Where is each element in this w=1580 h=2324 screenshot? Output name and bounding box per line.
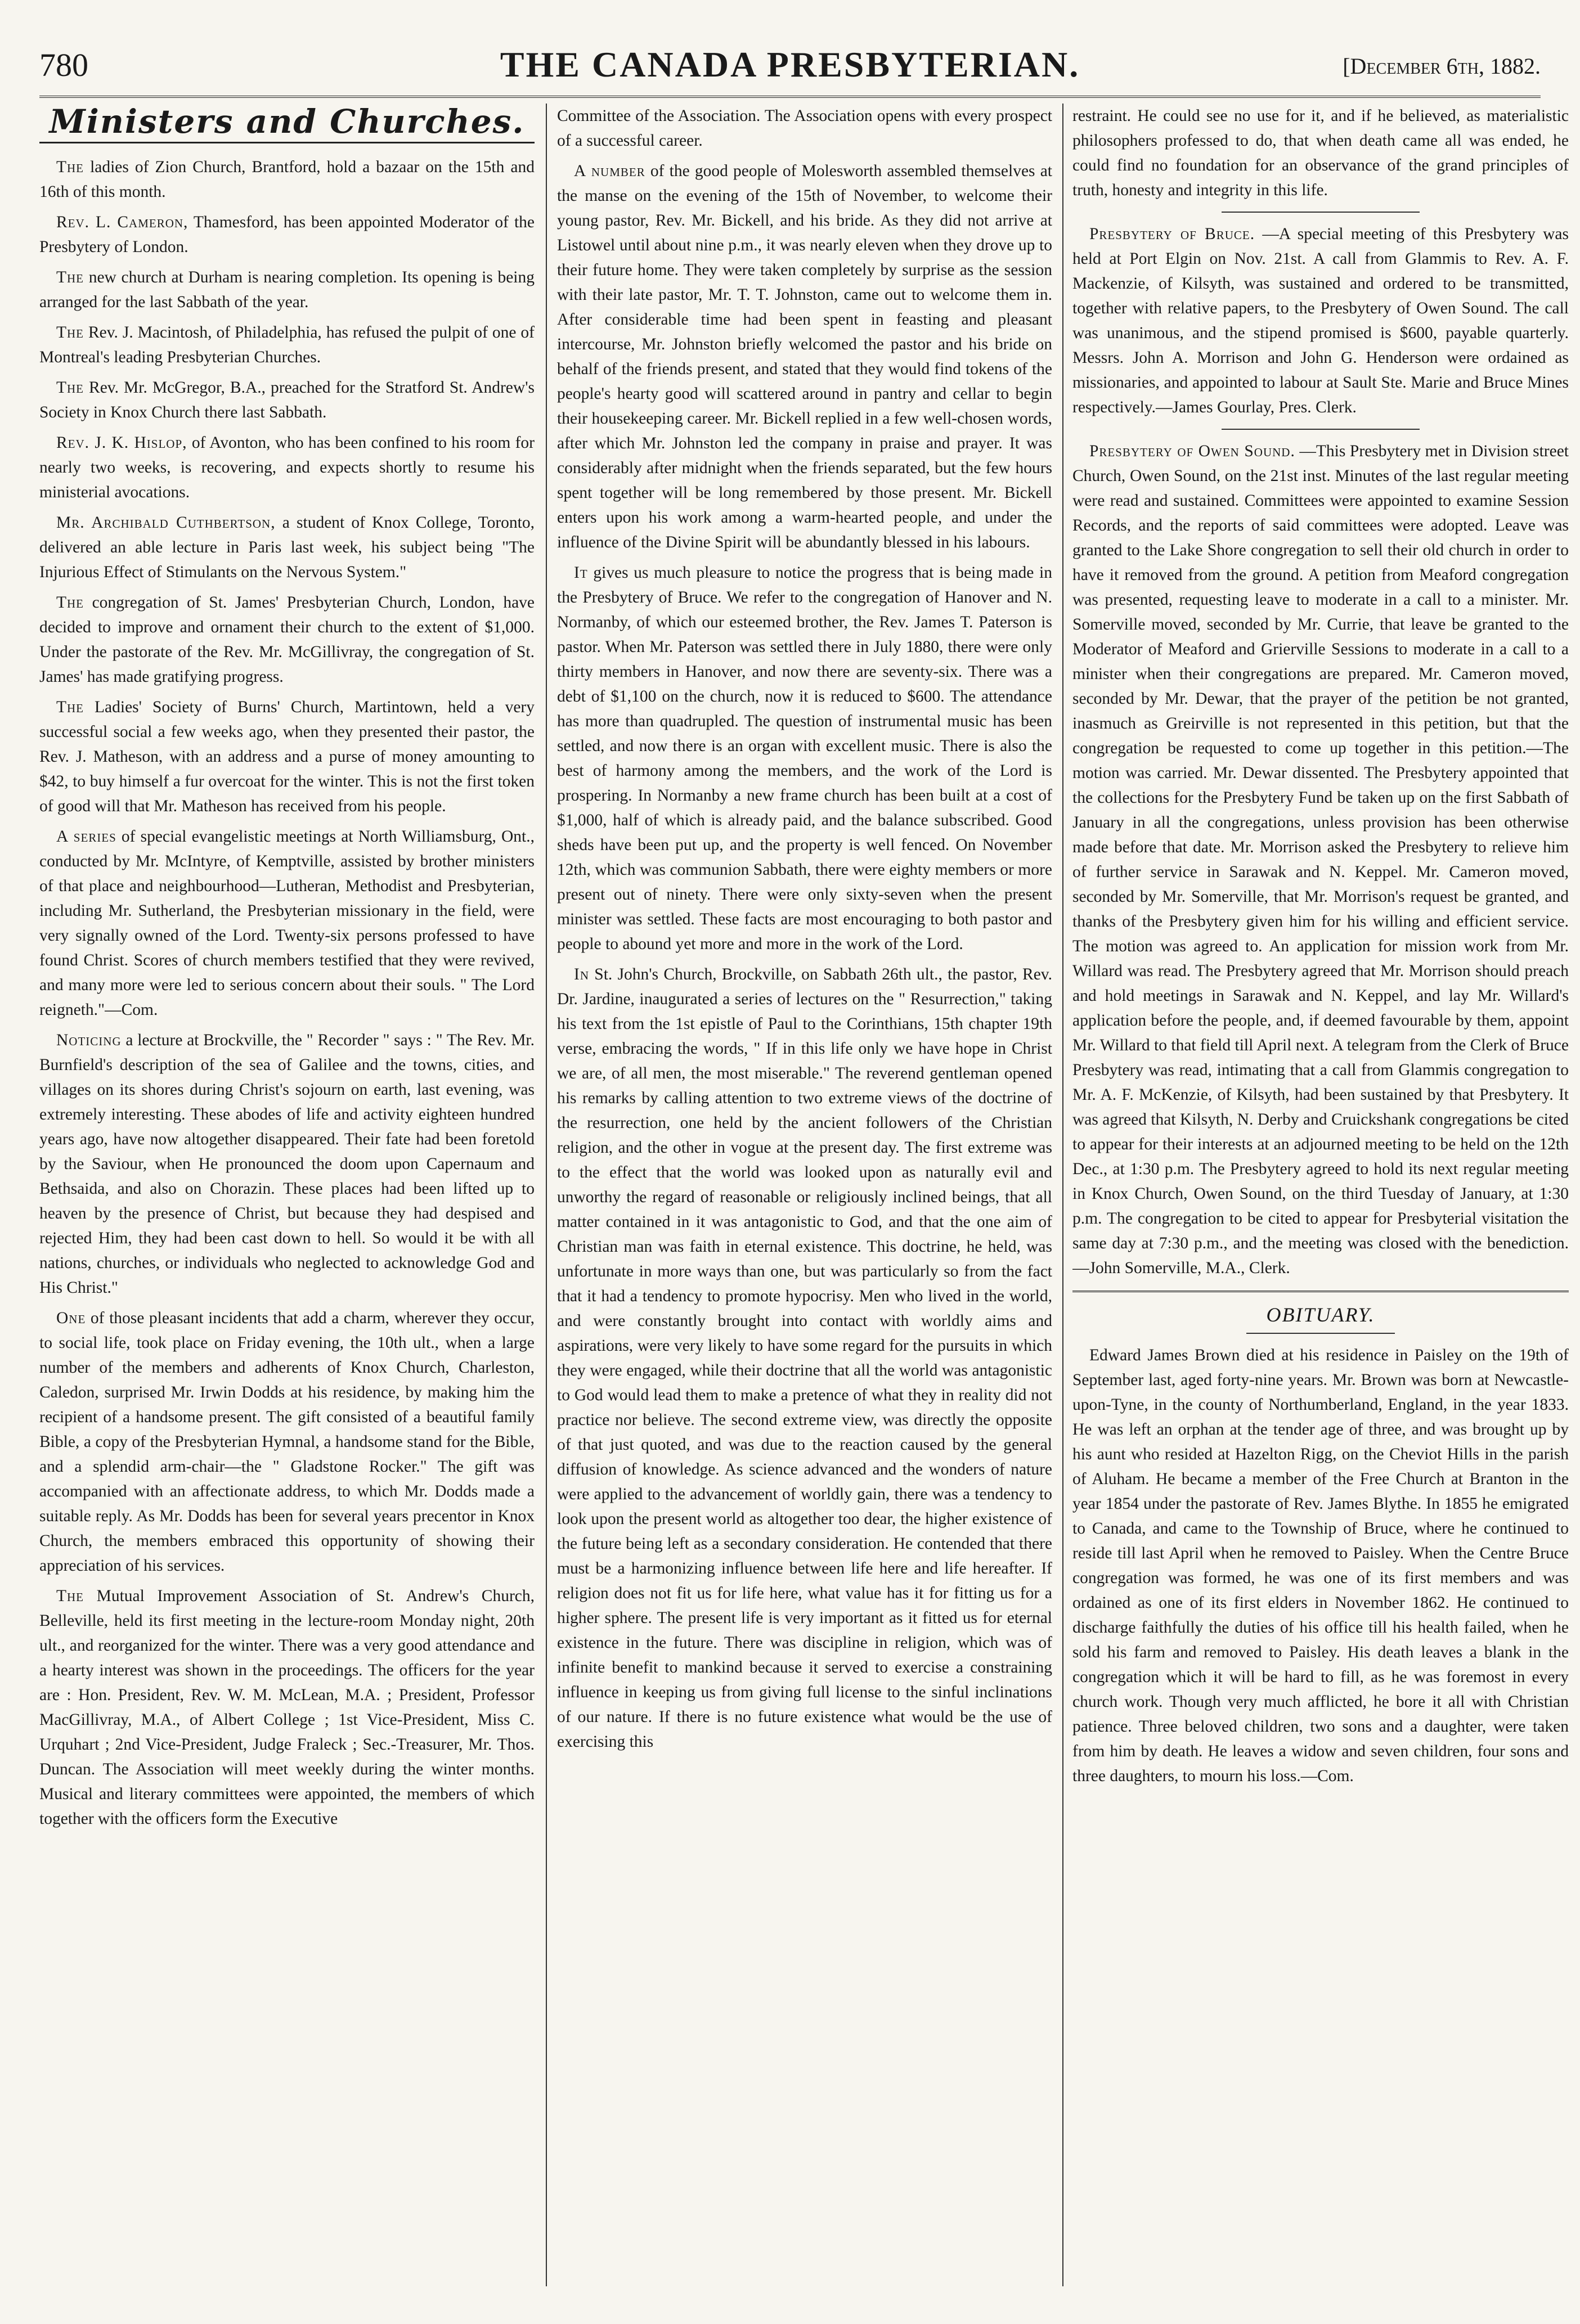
column-rule [546,104,547,2286]
news-item-text: congregation of St. James' Presbyterian Church, London, have decided to improve and ornament their church to the extent of $1,000. Under the pastorate of the Rev. Mr. McGillivray, the congregation of St. James' has made gratifying progress. [39,594,535,686]
news-item-text: Rev. J. Macintosh, of Philadelphia, has refused the pulpit of one of Montreal's leading Presbyterian Churches. [39,323,535,366]
news-item-lead: The [56,698,84,716]
news-item [39,590,535,689]
column-3 [1072,104,1569,2298]
news-item-text: Ladies' Society of Burns' Church, Martintown, held a very successful social a few weeks ago, when they presented their pastor, the Rev. J. Matheson, with an address and a purse of money amounting to $42, to buy himself a fur overcoat for the winter. This is not the first token of good will that Mr. Matheson has received from his people. [39,698,535,815]
news-item-lead: Noticing [56,1031,122,1049]
news-item-lead: Rev. L. Cameron, [56,213,188,231]
news-item [1072,104,1569,203]
news-item-lead: One [56,1309,86,1327]
news-item-lead: The [56,268,84,286]
news-item-text: ladies of Zion Church, Brantford, hold a bazaar on the 15th and 16th of this month. [39,158,535,201]
obituary-heading: OBITUARY. [1072,1291,1569,1327]
news-item-text: restraint. He could see no use for it, and if he believed, as materialistic philosophers professed to do, that when death came all was ended, he could find no foundation for an observance of the grand principles of truth, honesty and integrity in this life. [1072,107,1569,199]
obituary-rule [1246,1333,1395,1334]
news-item-text: —This Presbytery met in Division street Church, Owen Sound, on the 21st inst. Minutes of the last regular meeting were read and sustained. Committees were appointed to examine Session Records, and the reports of said committees were adopted. Leave was granted to the Lake Shore congregation to sell their old church in order to have it removed from the ground. A petition from Meaford congregation was presented, requesting leave to moderate in a call to a minister. Mr. Somerville moved, seconded by Mr. Currie, that leave be granted to the Moderator of Meaford and Grierville Sessions to moderate in a call to a minister when their congregations are prepared. Mr. Cameron moved, seconded by Mr. Dewar, that the prayer of the petition be not granted, inasmuch as Greirville is not represented in this petition, but that the congregation be requested to come up together in this petition.—The motion was carried. Mr. Dewar dissented. The Presbytery appointed that the collections for the Presbytery Fund be taken up on the first Sabbath of January in all the congregations, unless provision has been otherwise made before that date. Mr. Morrison asked the Presbytery to relieve him of further service in Sarawak and N. Keppel. Mr. Cameron moved, seconded by Mr. Somerville, that Mr. Morrison's request be granted, and thanks of the Presbytery given him for his willing and efficient service. The motion was agreed to. An application for mission work from Mr. Willard was read. The Presbytery agreed that Mr. Morrison should preach and hold meetings in Sarawak and N. Keppel, and lay Mr. Willard's application before the people, and, if deemed favourable by them, appoint Mr. Willard to that field till April next. A telegram from the Clerk of Bruce Presbytery was read, intimating that a call from Glammis congregation to Mr. A. F. McKenzie, of Kilsyth, had been sustained by that Presbytery. It was agreed that Kilsyth, N. Derby and Cruickshank congregations be cited to appear for their interests at an adjourned meeting to be held on the 12th Dec., at 1:30 p.m. The Presbytery agreed to hold its next regular meeting in Knox Church, Owen Sound, on the third Tuesday of January, at 1:30 p.m. The congregation to be cited to appear for Presbyterial visitation the same day at 7:30 p.m., and the meeting was closed with the benediction. —John Somerville, M.A., Clerk. [1072,442,1569,1277]
section-heading: Ministers and Churches. [39,106,535,143]
page-number: 780 [39,47,88,83]
news-item-lead: Mr. Archibald Cuthbertson, [56,514,276,532]
news-item-lead: It [574,564,588,582]
news-item [39,1028,535,1300]
news-item [39,320,535,370]
news-item-lead: A series [56,828,116,846]
news-item-lead: The [56,379,84,397]
news-item-text: new church at Durham is nearing completion. Its opening is being arranged for the last Sabbath of the year. [39,268,535,311]
news-item-lead: A number [574,162,645,180]
news-item [39,1306,535,1578]
news-item [39,510,535,585]
item-divider [1222,429,1420,430]
obituary-text: Edward James Brown died at his residence in Paisley on the 19th of September last, aged forty-nine years. Mr. Brown was born at Newcastle-upon-Tyne, in the county of Northumberland, England, in the year 1833. He was left an orphan at the tender age of three, and was brought up by his aunt who resided at Hazelton Rigg, on the Cheviot Hills in the parish of Aluham. He became a member of the Free Church at Branton in the year 1854 under the pastorate of Rev. James Blythe. In 1855 he emigrated to Canada, and came to the Township of Bruce, where he continued to reside till last April when he removed to Paisley. When the Centre Bruce congregation was formed, he was one of its first members and was ordained as one of its first elders in November 1862. He continued to discharge faithfully the duties of his office till his health failed, when he sold his farm and removed to Paisley. His death leaves a blank in the congregation which it will be hard to fill, as he was foremost in every church work. Though very much afflicted, he bore it all with Christian patience. Three beloved children, two sons and a daughter, were taken from him by death. He leaves a widow and seven children, four sons and three daughters, to mourn his loss.—Com. [1072,1346,1569,1785]
news-item-text: Mutual Improvement Association of St. Andrew's Church, Belleville, held its first meeting in the lecture-room Monday night, 20th ult., and reorganized for the winter. There was a very good attendance and a hearty interest was shown in the proceedings. The officers for the year are : Hon. President, Rev. W. M. McLean, M.A. ; President, Professor MacGillivray, M.A., of Albert College ; 1st Vice-President, Miss C. Urquhart ; 2nd Vice-President, Judge Fraleck ; Sec.-Treasurer, Mr. Thos. Duncan. The Association will meet weekly during the winter months. Musical and literary committees were appointed, the members of which together with the officers form the Executive [39,1587,535,1828]
news-item-lead: The [56,594,84,612]
news-item [39,824,535,1022]
news-item-text: a lecture at Brockville, the " Recorder " says : " The Rev. Mr. Burnfield's description of the sea of Galilee and the towns, cities, and villages on its shores during Christ's sojourn on earth, last evening, was extremely interesting. These abodes of life and activity eighteen hundred years ago, have now altogether disappeared. Their fate had been foretold by the Saviour, when He pronounced the doom upon Capernaum and Bethsaida, and also on Chorazin. These places had been lifted up to heaven by the presence of Christ, but because they had despised and rejected Him, they had been cast down to hell. So would it be with all nations, churches, or individuals who neglected to acknowledge God and His Christ." [39,1031,535,1297]
news-item [39,430,535,505]
column-rule [1062,104,1063,2286]
news-item [39,375,535,425]
news-item-text: —A special meeting of this Presbytery was held at Port Elgin on Nov. 21st. A call from Glammis to Rev. A. F. Mackenzie, of Kilsyth, was sustained and ordered to be transmitted, together with relative papers, to the Presbytery of Owen Sound. The call was unanimous, and the stipend promised is $600, payable quarterly. Messrs. John A. Morrison and John G. Henderson were ordained as missionaries, and appointed to labour at Sault Ste. Marie and Bruce Mines respectively.—James Gourlay, Pres. Clerk. [1072,225,1569,416]
news-item-text: Thamesford, has been appointed Moderator of the Presbytery of London. [39,213,535,256]
news-item-text: gives us much pleasure to notice the progress that is being made in the Presbytery of Bruce. We refer to the congregation of Hanover and N. Normanby, of which our esteemed brother, the Rev. James T. Paterson is pastor. When Mr. Paterson was settled there in July 1880, there were only thirty members in Hanover, and now there are seventy-six. There was a debt of $1,100 on the church, now it is reduced to $600. The attendance has more than quadrupled. The question of instrumental music has been settled, and now there is an organ with excellent music. There is also the best of harmony among the members, and the work of the Lord is prospering. In Normanby a new frame church has been built at a cost of $1,000, half of which is already paid, and the balance subscribed. Good sheds have been put up, and the property is well fenced. On November 12th, which was communion Sabbath, there were eighty members or more present out of ninety. There were only sixty-seven when the present minister was settled. These facts are most encouraging to both pastor and people to abound yet more and more in the work of the Lord. [557,564,1052,953]
column-1-body [39,155,535,1831]
news-item-text: of those pleasant incidents that add a charm, wherever they occur, to social life, took place on Friday evening, the 10th ult., when a large number of the members and adherents of Knox Church, Charleston, Caledon, surprised Mr. Irwin Dodds at his residence, by making him the recipient of a handsome present. The gift consisted of a beautiful family Bible, a copy of the Presbyterian Hymnal, a handsome stand for the Bible, and a splendid arm-chair—the " Gladstone Rocker." The gift was accompanied with an affectionate address, to which Mr. Dodds made a suitable reply. As Mr. Dodds has been for several years precentor in Knox Church, the members embraced this opportunity of showing their appreciation of his services. [39,1309,535,1575]
news-item-text: a student of Knox College, Toronto, delivered an able lecture in Paris last week, his subject being "The Injurious Effect of Stimulants on the Nervous System." [39,514,535,581]
news-item-text: of special evangelistic meetings at North Williamsburg, Ont., conducted by Mr. McIntyre, of Kemptville, assisted by brother ministers of that place and neighbourhood—Lutheran, Methodist and Presbyterian, including Mr. Sutherland, the Presbyterian missionary in the field, were very signally owned of the Lord. Twenty-six persons professed to have found Christ. Scores of church members testified that they were revived, and many more were led to serious concern about their souls. " The Lord reigneth."—Com. [39,828,535,1019]
news-item [557,962,1052,1754]
news-item-lead: Presbytery of Owen Sound. [1089,442,1295,460]
news-item-text: St. John's Church, Brockville, on Sabbath 26th ult., the pastor, Rev. Dr. Jardine, inaugurated a series of lectures on the " Resurrection," taking his text from the 1st epistle of Paul to the Corinthians, 15th chapter 19th verse, embracing the words, " If in this life only we have hope in Christ we are, of all men, the most miserable." The reverend gentleman opened his remarks by calling attention to two extreme views of the doctrine of the resurrection, one held by the ancient followers of the Christian religion, and the other in vogue at the present day. The first extreme was to the effect that the world was looked upon as naturally evil and unworthy the regard of reasonable or religiously inclined beings, that all matter contained in it was antagonistic to God, and that the one aim of Christian man was faith in eternal existence. This doctrine, he held, was unfortunate in more ways than one, but was particularly so from the fact that it had a tendency to promote hypocrisy. Men who lived in the world, and were constantly brought into contact with worldly aims and aspirations, were very likely to have some regard for the pursuits in which they were engaged, while their doctrine that all the world was antagonistic to God would lead them to make a pretence of what they in reality did not practice nor believe. The second extreme view, was directly the opposite of that just quoted, and was due to the reaction caused by the general diffusion of knowledge. As science advanced and the wonders of nature were applied to the advancement of worldly gain, there was a tendency to look upon the present world as altogether too dear, the higher existence of the future being left as a secondary consideration. He contended that there must be a harmonizing influence between life here and life hereafter. If religion does not fit us for life here, what value has it for fitting us for a higher sphere. The present life is very important as it fitted us for eternal existence in the future. There was discipline in religion, which was of infinite benefit to mankind because it served to exercise a constraining influence in keeping us from giving full license to the sinful inclinations of our nature. If there is no future existence what would be the use of exercising this [557,965,1052,1751]
news-item [557,560,1052,956]
column-2 [557,104,1052,2298]
news-item-lead: The [56,323,84,341]
news-item-text: of Avonton, who has been confined to his room for nearly two weeks, is recovering, and expects shortly to resume his ministerial avocations. [39,434,535,501]
news-item-lead: Rev. J. K. Hislop, [56,434,187,452]
news-item-lead: The [56,1587,84,1605]
news-item-lead: Presbytery of Bruce. [1089,225,1255,243]
news-item [557,104,1052,153]
news-item [1072,439,1569,1280]
news-item-text: Rev. Mr. McGregor, B.A., preached for the Stratford St. Andrew's Society in Knox Church there last Sabbath. [39,379,535,421]
news-item-lead: In [574,965,589,983]
item-divider [1222,212,1420,213]
news-item [39,1584,535,1831]
news-item-lead: The [56,158,84,176]
column-3-body [1072,104,1569,1280]
news-item [557,159,1052,555]
news-item [39,695,535,819]
news-item [39,265,535,314]
news-item [39,155,535,204]
paper-title: THE CANADA PRESBYTERIAN. [500,44,1080,84]
masthead [39,34,1541,98]
column-1 [39,104,535,2298]
issue-date: [December 6th, 1882. [1343,53,1541,79]
news-item [39,210,535,259]
news-item [1072,222,1569,420]
news-item-text: Committee of the Association. The Association opens with every prospect of a successful career. [557,107,1052,150]
column-2-body [557,104,1052,1754]
news-item-text: of the good people of Molesworth assembled themselves at the manse on the evening of the 15th of November, to welcome their young pastor, Rev. Mr. Bickell, and his bride. As they did not arrive at Listowel until about nine p.m., it was nearly eleven when they drove up to their future home. They were taken completely by surprise as the session with their late pastor, Mr. T. T. Johnston, came out to welcome them in. After considerable time had been spent in feasting and pleasant intercourse, Mr. Johnston briefly welcomed the pastor and his bride on behalf of the friends present, and stated that they would find tokens of the people's hearty good will scattered around in pantry and cellar to begin their housekeeping career. Mr. Bickell replied in a few well-chosen words, after which Mr. Johnston led the company in praise and prayer. It was considerably after midnight when the friends separated, but the few hours spent together will be long remembered by those present. Mr. Bickell enters upon his work among a warm-hearted people, and under the influence of the Divine Spirit will be abundantly blessed in his labours. [557,162,1052,551]
